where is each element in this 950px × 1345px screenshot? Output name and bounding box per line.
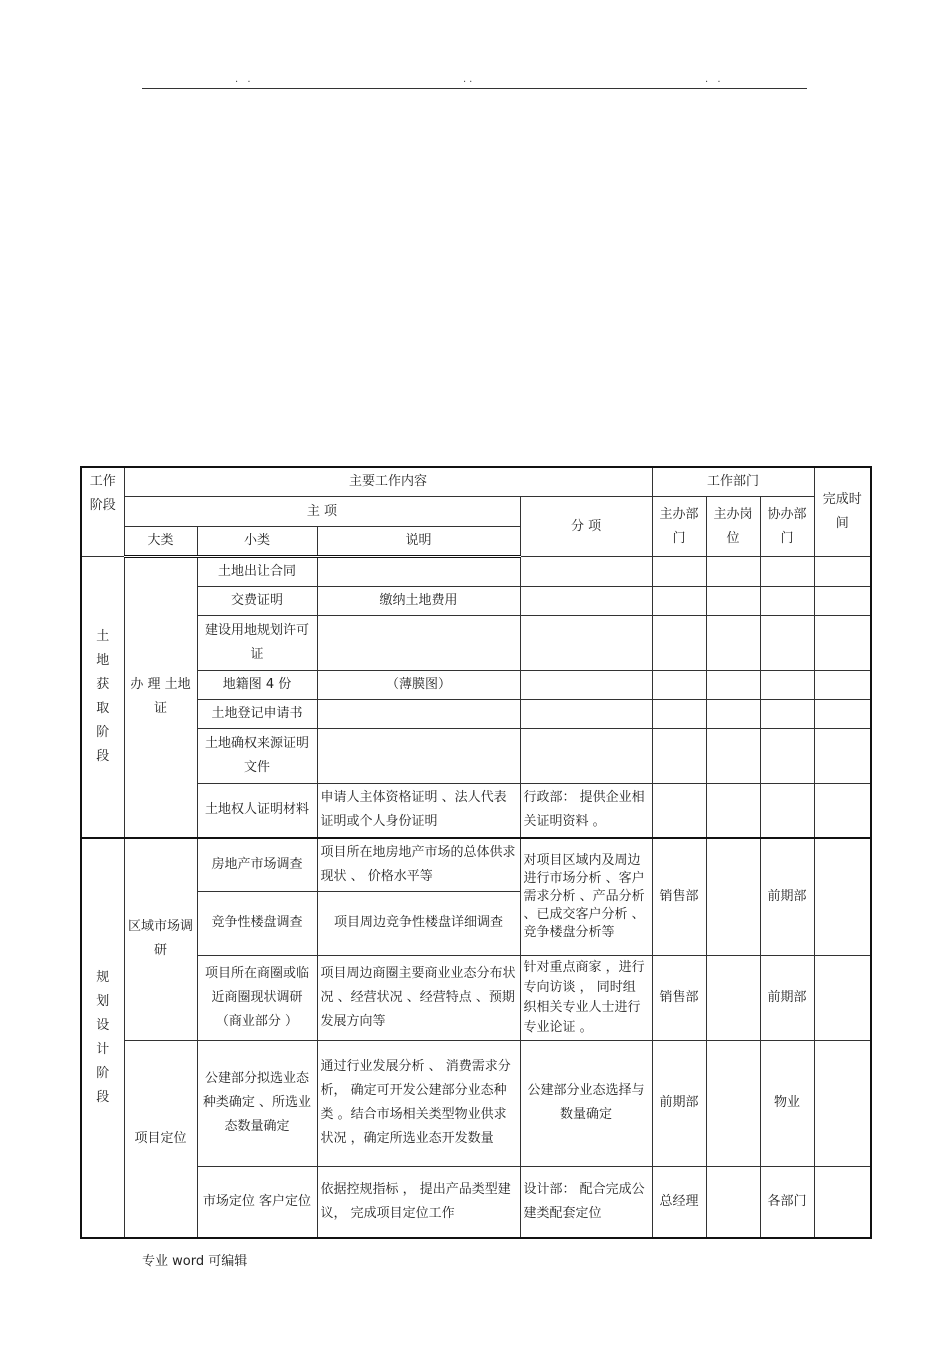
lead-dept-cell (652, 700, 706, 729)
lead-dept-cell: 销售部 (652, 838, 706, 956)
lead-dept-cell: 前期部 (652, 1040, 706, 1166)
header-dots-mid: .. (463, 74, 476, 85)
description-cell (317, 729, 520, 784)
description-cell: 项目周边竞争性楼盘详细调查 (317, 891, 520, 955)
lead-post-cell (706, 1166, 760, 1238)
subcategory-cell: 土地出让合同 (197, 557, 317, 587)
lead-dept-cell (652, 616, 706, 671)
header-category: 大类 (124, 527, 197, 557)
header-main-content: 主要工作内容 (124, 467, 652, 497)
lead-post-cell (706, 955, 760, 1040)
subcategory-cell: 地籍图 4 份 (197, 671, 317, 700)
lead-dept-cell (652, 587, 706, 616)
complete-time-cell (814, 955, 871, 1040)
assist-dept-cell: 前期部 (760, 955, 814, 1040)
header-subcategory: 小类 (197, 527, 317, 557)
header-dots-right: . . (705, 74, 724, 85)
lead-dept-cell: 销售部 (652, 955, 706, 1040)
complete-time-cell (814, 784, 871, 838)
footer-note: 专业 word 可编辑 (142, 1254, 248, 1269)
item-cell: 设计部： 配合完成公建类配套定位 (520, 1166, 652, 1238)
lead-dept-cell: 总经理 (652, 1166, 706, 1238)
assist-dept-cell (760, 784, 814, 838)
header-rule (142, 88, 807, 89)
assist-dept-cell (760, 671, 814, 700)
lead-dept-cell (652, 557, 706, 587)
category-cell: 项目定位 (124, 1040, 197, 1238)
header-description: 说明 (317, 527, 520, 557)
complete-time-cell (814, 557, 871, 587)
subcategory-cell: 土地权人证明材料 (197, 784, 317, 838)
complete-time-cell (814, 700, 871, 729)
item-cell: 针对重点商家 ，进行专向访谈 ， 同时组织相关专业人士进行专业论证 。 (520, 955, 652, 1040)
work-plan-table (80, 466, 872, 1239)
description-cell: 通过行业发展分析 、 消费需求分析， 确定可开发公建部分业态种类 。结合市场相关类型物业供求状况 ，确定所选业态开发数量 (317, 1040, 520, 1166)
description-cell: （薄膜图） (317, 671, 520, 700)
category-cell: 区域市场调研 (124, 838, 197, 1041)
header-sub-item: 分 项 (520, 497, 652, 557)
description-cell: 项目所在地房地产市场的总体供求现状 、 价格水平等 (317, 838, 520, 892)
description-cell (317, 616, 520, 671)
lead-post-cell (706, 671, 760, 700)
assist-dept-cell: 前期部 (760, 838, 814, 956)
item-cell (520, 616, 652, 671)
lead-post-cell (706, 784, 760, 838)
subcategory-cell: 建设用地规划许可证 (197, 616, 317, 671)
subcategory-cell: 土地确权来源证明文件 (197, 729, 317, 784)
assist-dept-cell (760, 557, 814, 587)
lead-dept-cell (652, 671, 706, 700)
complete-time-cell (814, 1040, 871, 1166)
lead-post-cell (706, 557, 760, 587)
subcategory-cell: 公建部分拟选业态种类确定 、所选业态数量确定 (197, 1040, 317, 1166)
lead-post-cell (706, 838, 760, 956)
description-cell (317, 557, 520, 587)
header-stage: 工作阶段 (81, 467, 124, 557)
item-cell (520, 587, 652, 616)
item-cell (520, 671, 652, 700)
item-cell (520, 729, 652, 784)
complete-time-cell (814, 729, 871, 784)
header-main-item: 主 项 (124, 497, 520, 527)
lead-post-cell (706, 587, 760, 616)
item-cell (520, 700, 652, 729)
complete-time-cell (814, 838, 871, 956)
stage-name: 规 划 设 计 阶 段 (81, 838, 124, 1239)
subcategory-cell: 市场定位 客户定位 (197, 1166, 317, 1238)
item-cell (520, 557, 652, 587)
subcategory-cell: 竞争性楼盘调查 (197, 891, 317, 955)
description-cell: 依据控规指标 ， 提出产品类型建议， 完成项目定位工作 (317, 1166, 520, 1238)
category-cell: 办 理 土地证 (124, 557, 197, 838)
assist-dept-cell (760, 729, 814, 784)
complete-time-cell (814, 587, 871, 616)
subcategory-cell: 交费证明 (197, 587, 317, 616)
lead-post-cell (706, 616, 760, 671)
description-cell (317, 700, 520, 729)
assist-dept-cell: 物业 (760, 1040, 814, 1166)
subcategory-cell: 土地登记申请书 (197, 700, 317, 729)
complete-time-cell (814, 1166, 871, 1238)
assist-dept-cell (760, 616, 814, 671)
item-cell: 对项目区域内及周边进行市场分析 、客户需求分析 、产品分析 、已成交客户分析 、 竞争楼盘分析等 (520, 838, 652, 956)
subcategory-cell: 项目所在商圈或临近商圈现状调研（商业部分 ） (197, 955, 317, 1040)
lead-post-cell (706, 729, 760, 784)
lead-dept-cell (652, 784, 706, 838)
header-assist-dept: 协办部门 (760, 497, 814, 557)
item-cell: 公建部分业态选择与数量确定 (520, 1040, 652, 1166)
header-complete-time: 完成时间 (814, 467, 871, 557)
header-departments: 工作部门 (652, 467, 814, 497)
header-dots-left: . . (235, 74, 254, 85)
description-cell: 缴纳土地费用 (317, 587, 520, 616)
assist-dept-cell (760, 700, 814, 729)
header-lead-post: 主办岗位 (706, 497, 760, 557)
assist-dept-cell (760, 587, 814, 616)
lead-post-cell (706, 700, 760, 729)
item-cell: 行政部： 提供企业相关证明资料 。 (520, 784, 652, 838)
description-cell: 项目周边商圈主要商业业态分布状况 、经营状况 、经营特点 、预期发展方向等 (317, 955, 520, 1040)
complete-time-cell (814, 616, 871, 671)
complete-time-cell (814, 671, 871, 700)
description-cell: 申请人主体资格证明 、法人代表证明或个人身份证明 (317, 784, 520, 838)
lead-post-cell (706, 1040, 760, 1166)
header-lead-dept: 主办部门 (652, 497, 706, 557)
lead-dept-cell (652, 729, 706, 784)
stage-name: 土 地 获 取 阶 段 (81, 557, 124, 838)
subcategory-cell: 房地产市场调查 (197, 838, 317, 892)
assist-dept-cell: 各部门 (760, 1166, 814, 1238)
